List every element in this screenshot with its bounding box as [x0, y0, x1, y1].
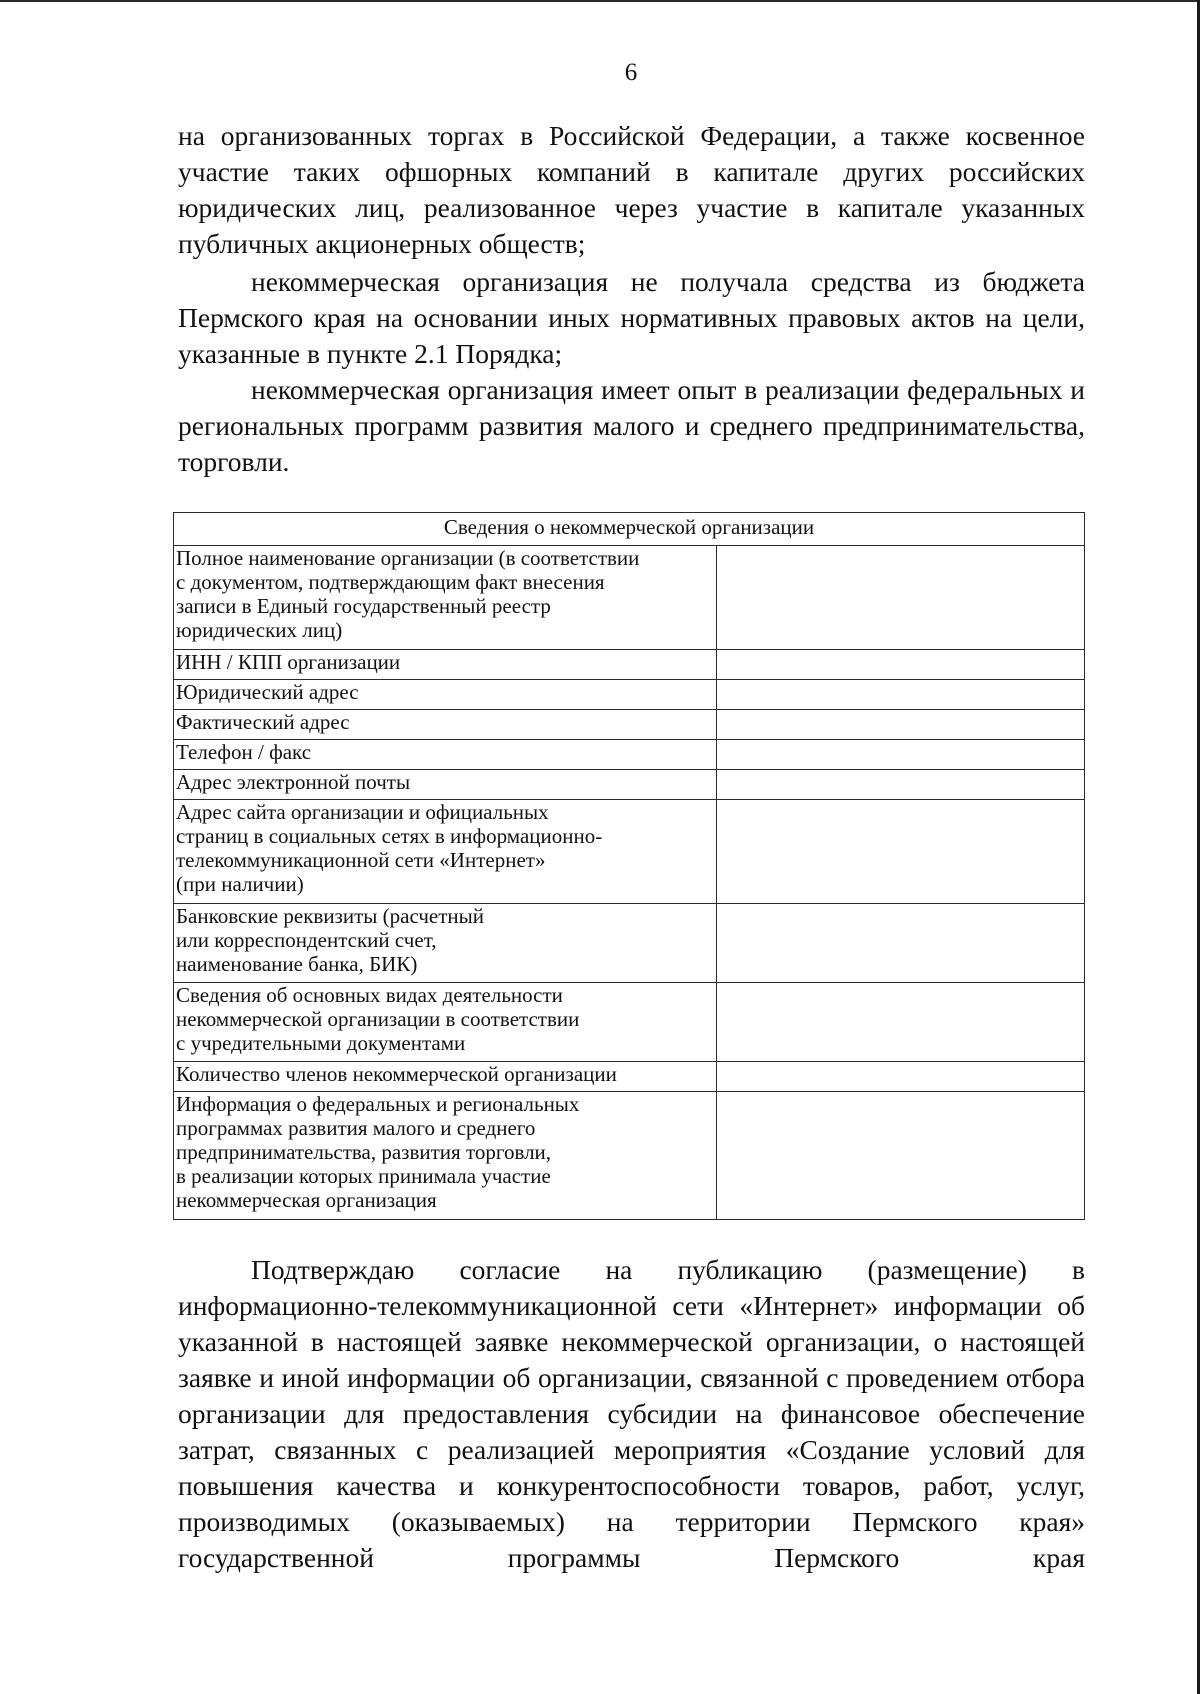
- paragraph-no-budget-funds: некоммерческая организация не получала средства из бюджета Пермского края на основании иных нормативных правовых актов на цели, указанные в пункте 2.1 Порядка;: [178, 266, 1085, 369]
- row-label-phone-fax: Телефон / факс: [174, 740, 717, 770]
- page-number: 6: [624, 59, 638, 86]
- row-label-inn-kpp: ИНН / КПП организации: [174, 650, 717, 680]
- row-value-actual-address[interactable]: [716, 710, 1084, 740]
- row-label-legal-address: Юридический адрес: [174, 680, 717, 710]
- table-row: [174, 650, 1085, 680]
- row-label-full-name: Полное наименование организации (в соответствии с документом, подтверждающим факт внесения записи в Единый государственный реестр юридических лиц): [174, 546, 717, 650]
- row-label-email: Адрес электронной почты: [174, 770, 717, 800]
- row-label-actual-address: Фактический адрес: [174, 710, 717, 740]
- paragraph-publication-consent: Подтверждаю согласие на публикацию (размещение) в информационно-телекоммуникационной сети «Интернет» информации об указанной в настоящей заявке некоммерческой организации, о настоящей заявке и иной информации об организации, связанной с проведением отбора организации для предоставления субсидии на финансовое обеспечение затрат, связанных с реализацией мероприятия «Создание условий для повышения качества и конкурентоспособности товаров, работ, услуг, производимых (оказываемых) на территории Пермского края» государственной программы Пермского края: [178, 1254, 1085, 1573]
- paragraph-offshore-participation: на организованных торгах в Российской Федерации, а также косвенное участие таких офшорных компаний в капитале других российских юридических лиц, реализованное через участие в капитале указанных публичных акционерных обществ;: [178, 120, 1085, 259]
- table-row: [174, 800, 1085, 904]
- table-row: [174, 983, 1085, 1062]
- table-header-row: [174, 513, 1085, 546]
- row-value-inn-kpp[interactable]: [716, 650, 1084, 680]
- table-row: [174, 1092, 1085, 1220]
- table-row: [174, 710, 1085, 740]
- scan-edge-top: [0, 0, 1200, 2]
- table-row: [174, 740, 1085, 770]
- row-value-bank-details[interactable]: [716, 904, 1084, 983]
- row-value-email[interactable]: [716, 770, 1084, 800]
- table-header: Сведения о некоммерческой организации: [174, 513, 1085, 546]
- organization-info-table: [173, 512, 1085, 1220]
- paragraph-block-experience: [178, 372, 1085, 480]
- row-label-members-count: Количество членов некоммерческой организации: [174, 1062, 717, 1092]
- paragraph-block-consent: [178, 1252, 1085, 1576]
- table-row: [174, 1062, 1085, 1092]
- row-value-legal-address[interactable]: [716, 680, 1084, 710]
- table-row: [174, 904, 1085, 983]
- row-value-activities[interactable]: [716, 983, 1084, 1062]
- row-value-phone-fax[interactable]: [716, 740, 1084, 770]
- table-body: [174, 546, 1085, 1220]
- row-label-bank-details: Банковские реквизиты (расчетный или корреспондентский счет, наименование банка, БИК): [174, 904, 717, 983]
- row-label-activities: Сведения об основных видах деятельности некоммерческой организации в соответствии с учредительными документами: [174, 983, 717, 1062]
- table-row: [174, 770, 1085, 800]
- row-label-programs-info: Информация о федеральных и региональных программах развития малого и среднего предпринимательства, развития торговли, в реализации которых принимала участие некоммерческая организация: [174, 1092, 717, 1220]
- row-label-website: Адрес сайта организации и официальных страниц в социальных сетях в информационно- телекоммуникационной сети «Интернет» (при наличии): [174, 800, 717, 904]
- row-value-members-count[interactable]: [716, 1062, 1084, 1092]
- row-value-website[interactable]: [716, 800, 1084, 904]
- paragraph-program-experience: некоммерческая организация имеет опыт в реализации федеральных и региональных программ развития малого и среднего предпринимательства, торговли.: [178, 374, 1085, 477]
- paragraph-block-budget: [178, 264, 1085, 372]
- table-row: [174, 546, 1085, 650]
- row-value-programs-info[interactable]: [716, 1092, 1084, 1220]
- paragraph-continuation: [178, 118, 1085, 262]
- table-row: [174, 680, 1085, 710]
- row-value-full-name[interactable]: [716, 546, 1084, 650]
